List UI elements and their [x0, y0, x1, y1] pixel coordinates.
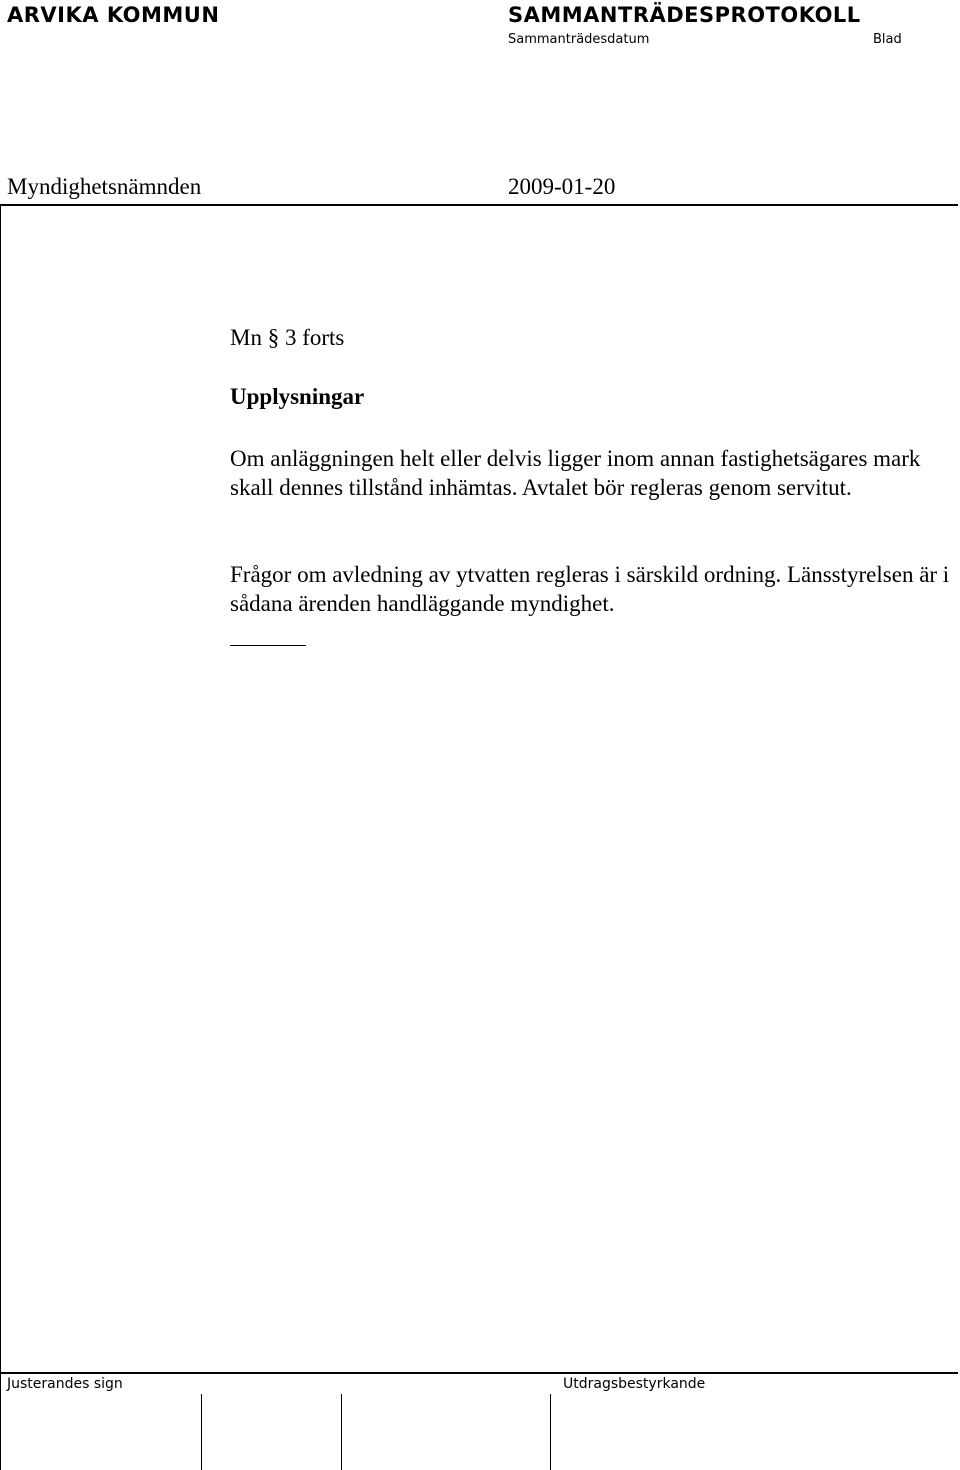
- section-heading: Upplysningar: [230, 384, 365, 409]
- extract-certification-label: Utdragsbestyrkande: [563, 1376, 706, 1392]
- organization-name: ARVIKA KOMMUN: [7, 3, 220, 27]
- meeting-date-label: Sammanträdesdatum: [508, 32, 650, 47]
- section-end-rule: [230, 645, 306, 646]
- section-reference: Mn § 3 forts: [230, 325, 345, 350]
- signature-box-divider: [201, 1394, 202, 1470]
- paragraph: Om anläggningen helt eller delvis ligger inom annan fastighetsägares mark skall dennes tillstånd inhämtas. Avtalet bör regleras genom servitut.: [230, 446, 921, 500]
- header-rule: [0, 204, 958, 206]
- page-label: Blad: [873, 32, 902, 47]
- committee-name: Myndighetsnämnden: [7, 174, 202, 199]
- meeting-date: 2009-01-20: [508, 174, 616, 199]
- signature-label: Justerandes sign: [7, 1376, 123, 1392]
- document-type: SAMMANTRÄDESPROTOKOLL: [508, 3, 861, 27]
- signature-box-divider: [550, 1394, 551, 1470]
- left-margin-line: [0, 204, 1, 1470]
- footer-rule: [0, 1372, 958, 1374]
- signature-box-divider: [341, 1394, 342, 1470]
- paragraph: Frågor om avledning av ytvatten regleras i särskild ordning. Länsstyrelsen är i sådana ärenden handläggande myndighet.: [230, 562, 950, 616]
